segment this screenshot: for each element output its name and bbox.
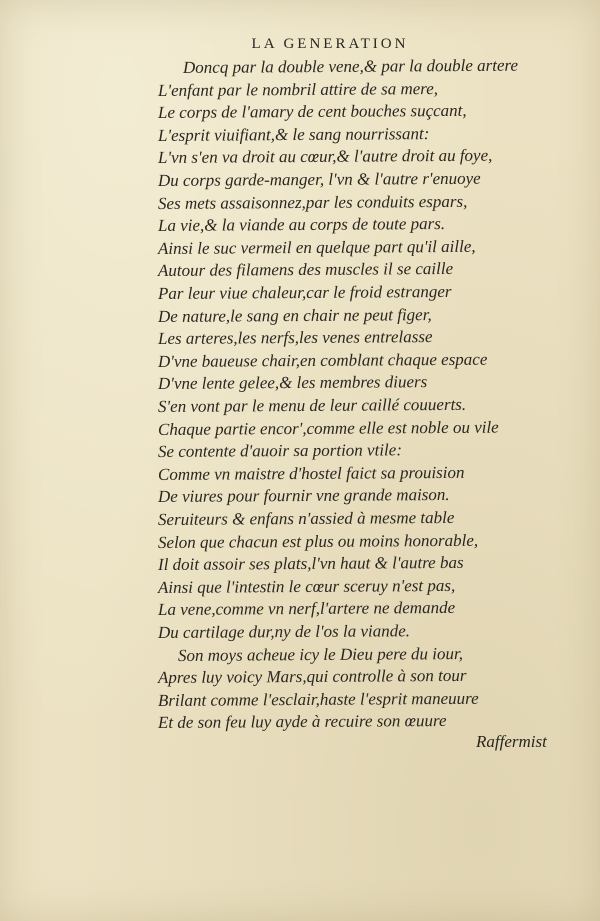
verse-line: Comme vn maistre d'hostel faict sa prouision [157,462,465,484]
verse-line: Ainsi le suc vermeil en quelque part qu'il aille, [157,236,476,258]
verse-line: D'vne baueuse chair,en comblant chaque espace [157,349,488,371]
verse-line: Ses mets assaisonnez,par les conduits espars, [157,191,468,213]
verse-line: Se contente d'auoir sa portion vtile: [157,440,403,462]
catchword: Raffermist [476,732,547,751]
verse-line: Du cartilage dur,ny de l'os la viande. [157,621,411,642]
verse-line: De viures pour fournir vne grande maison. [157,485,450,507]
verse-line: Et de son feu luy ayde à recuire son œuure [157,711,447,733]
verse-line: Brilant comme l'esclair,haste l'esprit maneuure [157,688,479,710]
verse-line: Selon que chacun est plus ou moins honorable, [157,530,479,552]
verse-line: Autour des filamens des muscles il se caille [157,259,454,281]
verse-line: Apres luy voicy Mars,qui controlle à son tour [157,666,467,688]
verse-line: Ainsi que l'intestin le cœur sceruy n'est pas, [157,575,456,597]
verse-line: Son moys acheue icy le Dieu pere du iour, [177,643,464,665]
verse-line: S'en vont par le menu de leur caillé couuerts. [157,394,467,416]
verse-line: La vie,& la viande au corps de toute pars. [157,214,446,236]
verse-line: Il doit assoir ses plats,l'vn haut & l'autre bas [157,553,464,575]
verse-line: D'vne lente gelee,& les membres diuers [157,372,428,394]
verse-line: L'esprit viuifiant,& le sang nourrissant: [157,123,430,145]
verse-line: Par leur viue chaleur,car le froid estranger [157,281,452,303]
verse-line: De nature,le sang en chair ne peut figer, [157,304,432,326]
verse-line: Les arteres,les nerfs,les venes entrelasse [157,327,433,349]
verse-line: Doncq par la double vene,& par la double artere [182,55,519,77]
verse-line: Chaque partie encor',comme elle est noble ou vile [157,417,499,439]
verse-line: L'enfant par le nombril attire de sa mere, [157,78,439,100]
verse-line: Le corps de l'amary de cent bouches suçcant, [157,101,467,123]
verse-line: La vene,comme vn nerf,l'artere ne demande [157,598,456,620]
running-head: LA GENERATION [251,36,409,52]
verse-line: L'vn s'en va droit au cœur,& l'autre droit au foye, [157,146,493,168]
verse-line: Seruiteurs & enfans n'assied à mesme table [157,507,455,529]
verse-line: Du corps garde-manger, l'vn & l'autre r'enuoye [157,168,481,190]
